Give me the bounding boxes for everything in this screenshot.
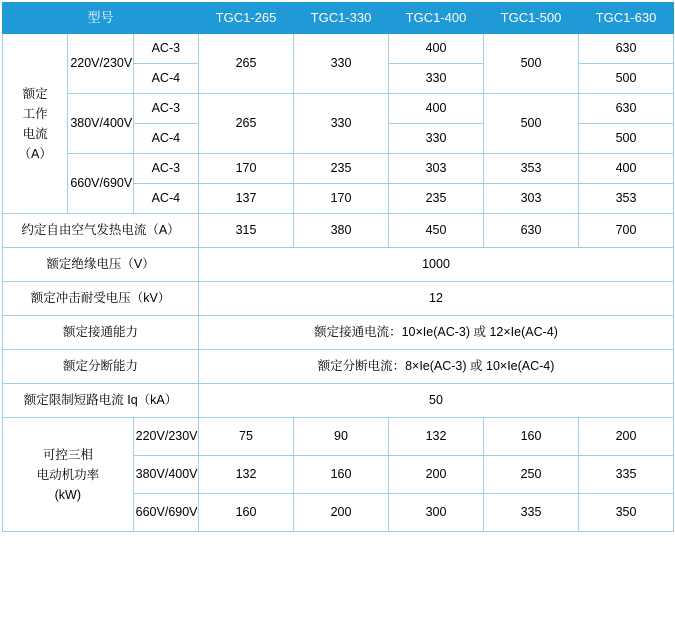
- header-model-4: TGC1-630: [579, 3, 674, 34]
- table-row: [3, 418, 674, 456]
- motor-power-0-0: 75: [199, 418, 294, 456]
- duty-0-1: AC-4: [133, 64, 198, 94]
- value-making-capacity: 额定接通电流：10×Ie(AC-3) 或 12×Ie(AC-4): [199, 316, 674, 350]
- rated-current-label-line-3: （A）: [18, 146, 52, 161]
- motor-voltage-0: 220V/230V: [133, 418, 198, 456]
- cell-2-1-3: 303: [484, 184, 579, 214]
- cell-0-0-3: 500: [484, 34, 579, 94]
- header-model-3: TGC1-500: [484, 3, 579, 34]
- thermal-current-1: 380: [294, 214, 389, 248]
- cell-0-0-2: 400: [389, 34, 484, 64]
- cell-0-1-4: 500: [579, 64, 674, 94]
- voltage-group-0: 220V/230V: [68, 34, 133, 94]
- motor-power-1-2: 200: [389, 456, 484, 494]
- voltage-group-2: 660V/690V: [68, 154, 133, 214]
- value-breaking-capacity: 额定分断电流：8×Ie(AC-3) 或 10×Ie(AC-4): [199, 350, 674, 384]
- table-row: [3, 154, 674, 184]
- cell-1-1-2: 330: [389, 124, 484, 154]
- table-row: [3, 282, 674, 316]
- header-model-label: 型号: [3, 3, 199, 34]
- table-row: [3, 34, 674, 64]
- specification-table: [2, 2, 674, 532]
- value-impulse-voltage: 12: [199, 282, 674, 316]
- thermal-current-4: 700: [579, 214, 674, 248]
- cell-2-0-2: 303: [389, 154, 484, 184]
- cell-1-0-3: 500: [484, 94, 579, 154]
- motor-power-0-2: 132: [389, 418, 484, 456]
- motor-power-1-3: 250: [484, 456, 579, 494]
- motor-power-2-3: 335: [484, 494, 579, 532]
- rated-current-label: [3, 34, 68, 214]
- motor-power-1-1: 160: [294, 456, 389, 494]
- cell-0-0-4: 630: [579, 34, 674, 64]
- motor-power-0-4: 200: [579, 418, 674, 456]
- thermal-current-0: 315: [199, 214, 294, 248]
- duty-1-0: AC-3: [133, 94, 198, 124]
- table-header: [3, 3, 674, 34]
- row-label-impulse-voltage: 额定冲击耐受电压（kV）: [3, 282, 199, 316]
- header-model-2: TGC1-400: [389, 3, 484, 34]
- row-label-insulation-voltage: 额定绝缘电压（V）: [3, 248, 199, 282]
- table-row: [3, 316, 674, 350]
- table-body: [3, 34, 674, 532]
- header-model-0: TGC1-265: [199, 3, 294, 34]
- cell-1-0-1: 330: [294, 94, 389, 154]
- rated-current-label-line-2: 电流: [22, 126, 48, 141]
- cell-2-0-4: 400: [579, 154, 674, 184]
- motor-power-label: [3, 418, 134, 532]
- value-short-circuit-current: 50: [199, 384, 674, 418]
- cell-2-1-4: 353: [579, 184, 674, 214]
- table-header-row: [3, 3, 674, 34]
- motor-power-2-1: 200: [294, 494, 389, 532]
- motor-power-0-3: 160: [484, 418, 579, 456]
- cell-0-0-0: 265: [199, 34, 294, 94]
- duty-2-1: AC-4: [133, 184, 198, 214]
- motor-power-2-0: 160: [199, 494, 294, 532]
- cell-0-0-1: 330: [294, 34, 389, 94]
- cell-1-0-0: 265: [199, 94, 294, 154]
- rated-current-label-line-1: 工作: [22, 106, 48, 121]
- cell-0-1-2: 330: [389, 64, 484, 94]
- cell-1-0-2: 400: [389, 94, 484, 124]
- table-row: [3, 248, 674, 282]
- header-model-1: TGC1-330: [294, 3, 389, 34]
- value-insulation-voltage: 1000: [199, 248, 674, 282]
- row-label-short-circuit-current: 额定限制短路电流 Iq（kA）: [3, 384, 199, 418]
- row-label-breaking-capacity: 额定分断能力: [3, 350, 199, 384]
- table-row: [3, 384, 674, 418]
- table-row: [3, 94, 674, 124]
- motor-power-label-line-1: 电动机功率: [36, 467, 100, 482]
- row-label-thermal-current: 约定自由空气发热电流（A）: [3, 214, 199, 248]
- duty-1-1: AC-4: [133, 124, 198, 154]
- motor-power-label-line-2: (kW): [54, 487, 82, 502]
- motor-power-0-1: 90: [294, 418, 389, 456]
- motor-power-1-0: 132: [199, 456, 294, 494]
- duty-0-0: AC-3: [133, 34, 198, 64]
- cell-2-0-0: 170: [199, 154, 294, 184]
- motor-power-label-line-0: 可控三相: [42, 447, 93, 462]
- motor-power-1-4: 335: [579, 456, 674, 494]
- cell-2-1-2: 235: [389, 184, 484, 214]
- motor-voltage-1: 380V/400V: [133, 456, 198, 494]
- table-row: [3, 350, 674, 384]
- duty-2-0: AC-3: [133, 154, 198, 184]
- motor-power-2-2: 300: [389, 494, 484, 532]
- voltage-group-1: 380V/400V: [68, 94, 133, 154]
- table-row: [3, 214, 674, 248]
- thermal-current-2: 450: [389, 214, 484, 248]
- rated-current-label-line-0: 额定: [22, 86, 48, 101]
- thermal-current-3: 630: [484, 214, 579, 248]
- cell-2-0-3: 353: [484, 154, 579, 184]
- cell-2-0-1: 235: [294, 154, 389, 184]
- cell-1-0-4: 630: [579, 94, 674, 124]
- motor-power-2-4: 350: [579, 494, 674, 532]
- cell-1-1-4: 500: [579, 124, 674, 154]
- cell-2-1-1: 170: [294, 184, 389, 214]
- cell-2-1-0: 137: [199, 184, 294, 214]
- motor-voltage-2: 660V/690V: [133, 494, 198, 532]
- row-label-making-capacity: 额定接通能力: [3, 316, 199, 350]
